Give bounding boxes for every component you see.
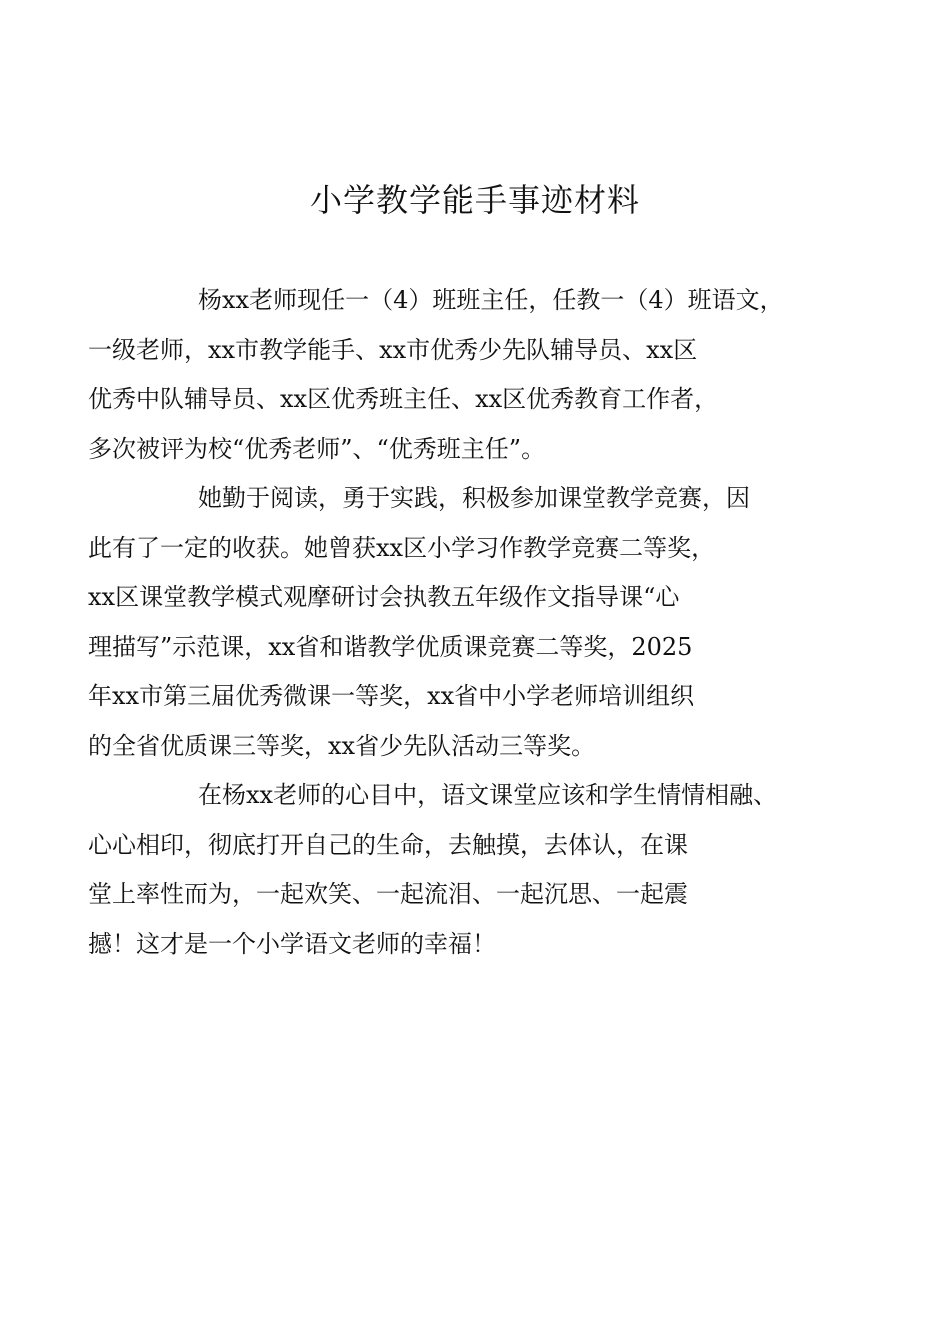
paragraph-line: 堂上率性而为，一起欢笑、一起流泪、一起沉思、一起震 [88, 880, 688, 908]
paragraph-line: 优秀中队辅导员、xx区优秀班主任、xx区优秀教育工作者， [88, 385, 719, 413]
paragraph-line: 她勤于阅读，勇于实践，积极参加课堂教学竞赛，因 [198, 484, 750, 512]
paragraph-2 [88, 474, 809, 771]
paragraph-line: 在杨xx老师的心目中，语文课堂应该和学生情情相融、 [198, 781, 778, 809]
paragraph-line: 的全省优质课三等奖，xx省少先队活动三等奖。 [88, 731, 596, 760]
paragraph-line: 理描写”示范课，xx省和谐教学优质课竞赛二等奖，2025 [88, 632, 693, 661]
paragraph-3 [88, 771, 809, 969]
document-title: 小学教学能手事迹材料 [309, 181, 640, 219]
document-body [88, 276, 809, 969]
paragraph-line: 杨xx老师现任一（4）班班主任，任教一（4）班语文， [198, 286, 784, 314]
paragraph-line: 一级老师，xx市教学能手、xx市优秀少先队辅导员、xx区 [88, 335, 698, 364]
paragraph-line: 年xx市第三届优秀微课一等奖，xx省中小学老师培训组织 [88, 682, 695, 710]
paragraph-line: 此有了一定的收获。她曾获xx区小学习作教学竞赛二等奖， [88, 533, 716, 562]
paragraph-line: xx区课堂教学模式观摩研讨会执教五年级作文指导课“心 [88, 583, 680, 611]
paragraph-line: 心心相印，彻底打开自己的生命，去触摸，去体认，在课 [88, 830, 688, 859]
paragraph-1 [88, 276, 809, 474]
paragraph-line: 多次被评为校“优秀老师”、“优秀班主任”。 [88, 434, 546, 463]
paragraph-line: 撼！这才是一个小学语文老师的幸福！ [88, 929, 496, 958]
